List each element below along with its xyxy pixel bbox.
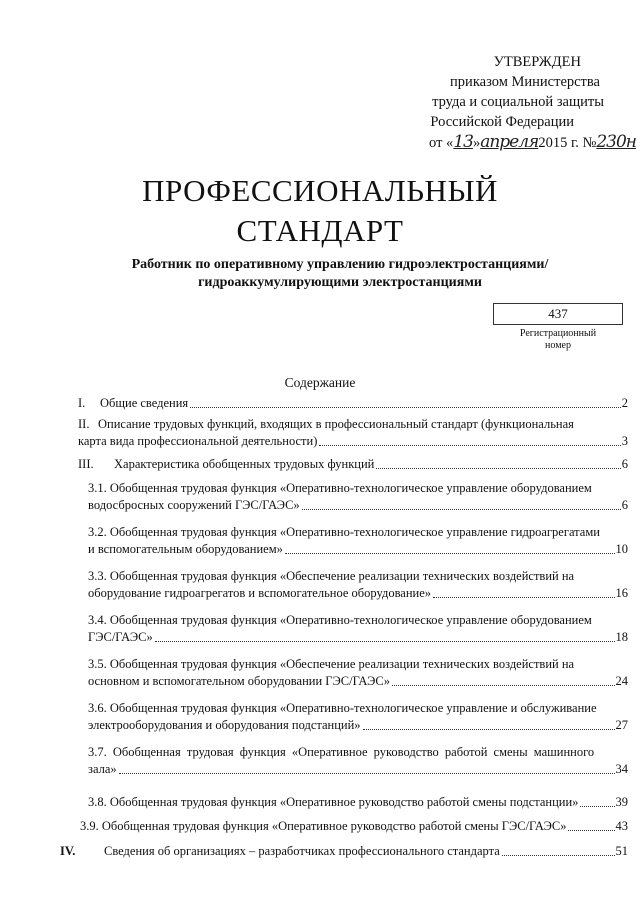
toc-item-title: 3.6. Обобщенная трудовая функция «Оперативно-технологическое управление и обслуживание [88,701,597,715]
toc-item[interactable] [88,744,628,778]
subtitle-line: гидроаккумулирующими электростанциями [198,275,482,290]
toc-item-page: 3 [621,434,628,448]
document-subtitle [60,256,620,292]
toc-item-title-cont: и вспомогательным оборудованием» [88,542,283,556]
toc-item[interactable] [80,818,628,835]
toc-item[interactable] [88,656,628,690]
toc-item[interactable] [60,843,628,860]
document-title: ПРОФЕССИОНАЛЬНЫЙ [142,173,498,208]
toc-item-title: 3.9. Обобщенная трудовая функция «Оперативное руководство работой смены ГЭС/ГАЭС» [80,819,567,833]
toc-item-title-cont: карта вида профессиональной деятельности) [78,434,318,448]
toc-item[interactable] [78,416,628,450]
subtitle-line: Работник по оперативному управлению гидроэлектростанциями/ [131,257,549,272]
approval-line: Российской Федерации [430,114,574,130]
toc-item-title: 3.1. Обобщенная трудовая функция «Оперативно-технологическое управление оборудованием [88,481,592,495]
toc-item-number: I. [78,396,86,410]
toc-item-number: IV. [60,844,76,858]
registration-number-block [493,303,623,352]
approval-block [391,52,636,153]
toc-item-title: 3.7. Обобщенная трудовая функция «Оперативное руководство работой смены машинного [88,745,595,759]
toc-item-page: 51 [615,844,628,858]
toc-item-title-cont: зала» [88,762,117,776]
toc-item-title-cont: ГЭС/ГАЭС» [88,630,153,644]
toc-item-title-cont: основном и вспомогательном оборудовании ГЭС/ГАЭС» [88,674,390,688]
toc-item-page: 39 [615,795,628,809]
toc-item-page: 27 [615,718,628,732]
toc-item-title: Описание трудовых функций, входящих в профессиональный стандарт (функциональная [98,417,574,431]
order-number: 230н [596,132,636,152]
toc-item-page: 6 [621,498,628,512]
toc-item-page: 16 [615,586,628,600]
toc-item-page: 43 [615,819,628,833]
caption-line: Регистрационный [519,328,597,339]
approval-date-line [391,132,636,153]
toc-item-title: 3.3. Обобщенная трудовая функция «Обеспечение реализации технических воздействий на [88,569,575,583]
toc-item[interactable] [88,612,628,646]
toc-item[interactable] [88,794,628,811]
toc-heading: Содержание [284,375,356,390]
caption-line: номер [545,340,571,351]
toc-item-page: 6 [621,457,628,471]
toc-item-title: 3.8. Обобщенная трудовая функция «Оперативное руководство работой смены подстанции» [88,795,579,809]
toc-item-page: 18 [615,630,628,644]
toc-item-page: 24 [615,674,628,688]
toc-item-number: III. [78,457,94,471]
toc-item-title-cont: оборудование гидроагрегатов и вспомогательное оборудование» [88,586,432,600]
date-mid: » [472,135,481,151]
toc-item-title: Общие сведения [100,396,189,410]
registration-number: 437 [493,303,623,325]
registration-caption [493,328,623,352]
toc-item-title: Характеристика обобщенных трудовых функций [114,457,375,471]
toc-item[interactable] [78,456,628,473]
date-month: апреля [480,132,539,152]
toc-item-title: 3.5. Обобщенная трудовая функция «Обеспечение реализации технических воздействий на [88,657,575,671]
toc-item-page: 2 [621,396,628,410]
toc-item-title-cont: электрооборудования и оборудования подстанций» [88,718,361,732]
approval-heading: УТВЕРЖДЕН [493,54,581,70]
toc-item-title: 3.4. Обобщенная трудовая функция «Оперативно-технологическое управление оборудованием [88,613,592,627]
toc-item[interactable] [88,568,628,602]
toc-item-page: 34 [615,762,628,776]
approval-line: труда и социальной защиты [432,94,604,110]
toc-item-number: II. [78,417,90,431]
toc-item-title-cont: водосбросных сооружений ГЭС/ГАЭС» [88,498,300,512]
toc-item[interactable] [78,395,628,412]
toc-item[interactable] [88,524,628,558]
approval-line: приказом Министерства [450,74,600,90]
date-day: 13 [453,132,473,152]
toc-item-page: 10 [615,542,628,556]
toc-item[interactable] [88,480,628,514]
document-title-line2: СТАНДАРТ [236,213,404,248]
date-year: 2015 г. № [538,135,597,151]
date-prefix: от « [429,135,454,151]
toc-item[interactable] [88,700,628,734]
toc-item-title: 3.2. Обобщенная трудовая функция «Оперативно-технологическое управление гидроагрегатами [88,525,600,539]
toc-item-title: Сведения об организациях – разработчиках профессионального стандарта [104,844,500,858]
